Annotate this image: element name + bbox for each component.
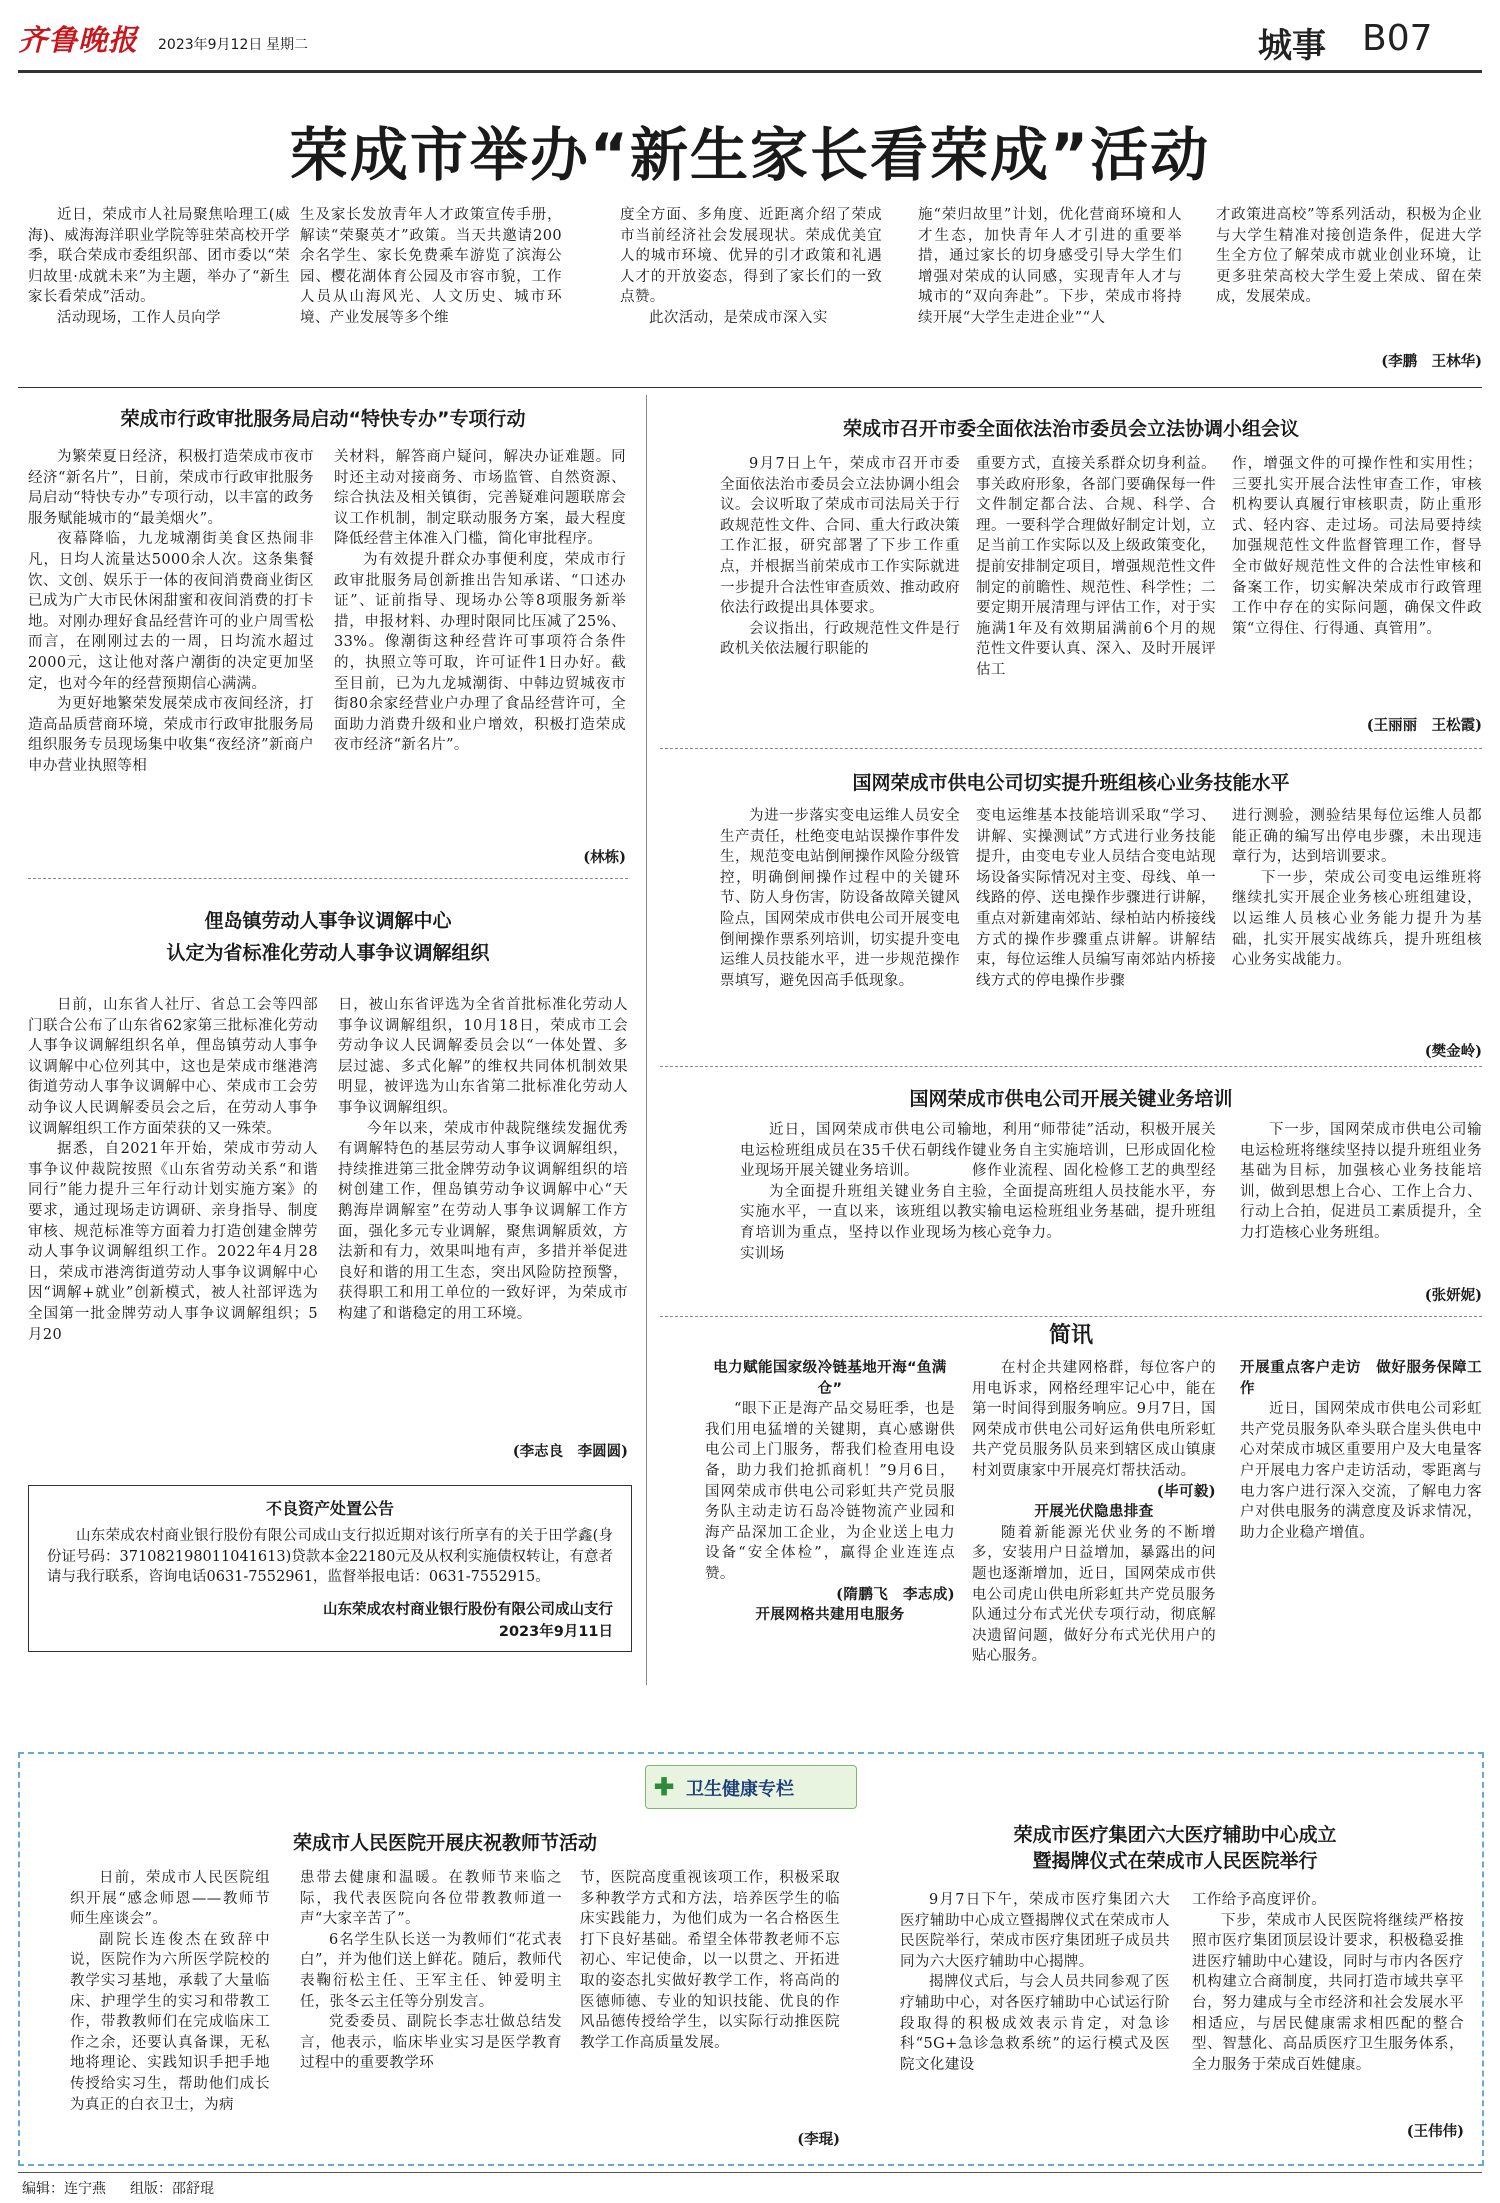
- byline: (樊金岭): [1424, 1043, 1482, 1060]
- paragraph: 患带去健康和温暖。在教师节来临之际，我代表医院向各位带教教师道一声“大家辛苦了”。: [300, 1870, 562, 1928]
- divider: [28, 878, 628, 879]
- divider: [660, 748, 1482, 749]
- byline: (林栋): [583, 849, 626, 866]
- paragraph: 下一步，国网荣成市供电公司输电运检班将继续坚持以提升班组业务基础为目标，加强核心业务技能培训，做到思想上合心、工作上合力、行动上合拍，促进员工素质提升，全力打造核心业务班组。: [1240, 1122, 1482, 1241]
- paragraph: 为进一步落实变电运维人员安全生产责任，杜绝变电站误操作事件发生，规范变电站倒闸操作风险分级管控，明确倒闸操作过程中的关键环节、防人身伤害，防设备故障关键风险点，国网荣成市供电公司开展变电倒闸操作票系列培训，切实提升变电运维人员技能水平，进一步规范操作票填写，避免因高手低现象。: [720, 808, 960, 989]
- article-col: [976, 454, 1216, 734]
- section-name: 城事: [1258, 26, 1326, 66]
- paragraph: 活动现场，工作人员向学: [57, 309, 221, 326]
- paragraph: 生及家长发放青年人才政策宣传手册，解读“荣聚英才”政策。当天共邀请200余名学生、家长免费乘车游览了滨海公园、樱花湖体育公园及市容市貌，工作人员从山海风光、人文历史、城市环境、产业发展等多个维: [300, 207, 562, 326]
- brief-title: 开展网格共建用电服务: [755, 1607, 905, 1624]
- paragraph: “眼下正是海产品交易旺季，也是我们用电猛增的关键期，真心感谢供电公司上门服务，帮我们检查用电设备，助力我们抢抓商机！”9月6日，国网荣成市供电公司彩虹共产党员服务队主动走访石岛冷链物流产业园和海产品深加工企业，为企业送上电力设备“安全体检”，赢得企业连连点赞。: [705, 1401, 955, 1582]
- paragraph: 在村企共建网格群，每位客户的用电诉求，网格经理牢记心中，能在第一时间得到服务响应。9月7日，国网荣成市供电公司好运角供电所彩虹共产党员服务队员来到辖区成山镇康村刘贾康家中开展亮灯帮扶活动。: [972, 1360, 1216, 1479]
- article-title: 荣成市人民医院开展庆祝教师节活动: [292, 1832, 597, 1854]
- paragraph: 据悉，自2021年开始，荣成市劳动人事争议仲裁院按照《山东省劳动关系“和谐同行”能力提升三年行动计划实施方案》的要求，通过现场走访调研、亲身指导、制度审核、规范标准等方面着力打造创建金牌劳动人事争议调解组织工作。2022年4月28日，荣成市港湾街道劳动人事争议调解中心因“调解+就业”创新模式，被人社部评选为全国第一批金牌劳动人事争议调解组织；5月20: [28, 1141, 318, 1343]
- briefs-heading: 简讯: [1048, 1323, 1093, 1348]
- article-col: [580, 1868, 840, 2118]
- paragraph: 为有效提升群众办事便利度，荣成市行政审批服务局创新推出告知承诺、“口述办证”、证前指导、现场办公等8项服务新举措，申报材料、办理时限同比压减了25%、33%。像潮街这种经营许可事项符合条件的，执照立等可取，许可证件1日办好。截至目前，已为九龙城潮街、中韩边贸城夜市街80余家经营业户办理了食品经营许可，全面助力消费升级和业户增效，积极打造荣成夜市经济“新名片”。: [334, 551, 626, 754]
- paragraph: 近日，国网荣成市供电公司彩虹共产党员服务队牵头联合崖头供电中心对荣成市城区重要用户及大电量客户开展电力客户走访活动，零距离与电力客户进行深入交流，了解电力客户对供电服务的满意度及诉求情况，助力企业稳产增值。: [1240, 1401, 1482, 1541]
- paragraph: 作，增强文件的可操作性和实用性；三要扎实开展合法性审查工作，审核机构要认真履行审核职责，防止重形式、轻内容、走过场。司法局要持续加强规范性文件监督管理工作，督导全市做好规范性文件的合法性审核和备案工作，切实解决荣成市行政管理工作中存在的实际问题，确保文件政策“立得住、行得通、真管用”。: [1232, 456, 1482, 637]
- paragraph: 度全方面、多角度、近距离介绍了荣成市当前经济社会发展现状。荣成优美宜人的城市环境、优异的引才政策和礼遇人才的开放姿态，得到了家长们的一致点赞。: [620, 207, 882, 306]
- paragraph: 为更好地繁荣发展荣成市夜间经济，打造高品质营商环境，荣成市行政审批服务局组织服务专员现场集中收集“夜经济”新商户申办营业执照等相: [28, 696, 314, 774]
- paragraph: 今年以来，荣成市仲裁院继续发掘优秀有调解特色的基层劳动人事争议调解组织，持续推进第三批金牌劳动争议调解组织的培树创建工作，俚岛镇劳动争议调解中心“天鹅海岸调解室”在劳动人事争议调解工作方面，强化多元专业调解，聚焦调解质效，方法新和有力，效果叫地有声，多措并举促进良好和谐的用工生态，突出风险防控预警，获得职工和用工单位的一致好评，为荣成市构建了和谐稳定的用工环境。: [338, 1120, 628, 1322]
- notice-date: 2023年9月11日: [498, 1624, 613, 1640]
- paragraph: 6名学生队长送一为教师们“花式表白”，并为他们送上鲜花。随后，教师代表鞠衍松主任、王军主任、钟爱明主任，张冬云主任等分别发言。: [300, 1931, 562, 2010]
- byline: (王丽丽 王松霞): [1366, 717, 1482, 734]
- page-number: B07: [1362, 18, 1433, 59]
- paragraph: 会议指出，行政规范性文件是行政机关依法履行职能的: [720, 620, 960, 658]
- newspaper-logo: 齐鲁晚报: [18, 23, 139, 57]
- notice-title: 不良资产处置公告: [265, 1499, 394, 1518]
- article-col: [900, 1890, 1170, 2140]
- article-col: [720, 806, 960, 1066]
- paragraph: 党委委员、副院长李志壮做总结发言，他表示，临床毕业实习是医学教育过程中的重要教学环: [300, 2014, 562, 2072]
- layout-credit: 组版：邵舒琨: [130, 2181, 214, 2197]
- byline: (隋鹏飞 李志成): [836, 1585, 955, 1603]
- paragraph: 变电运维基本技能培训采取“学习、讲解、实操测试”方式进行业务技能提升，由变电专业人员结合变电站现场设备实际情况对主变、母线、单一线路的停、送电操作步骤进行讲解，重点对新建南郊站、绿柏站内桥接线方式的操作步骤重点讲解。讲解结束，每位运维人员编写南郊站内桥接线方式的停电操作步骤: [976, 808, 1216, 989]
- article-title: 荣成市医疗集团六大医疗辅助中心成立: [1013, 1824, 1337, 1846]
- page-headline: 荣成市举办“新生家长看荣成”活动: [289, 121, 1211, 189]
- article-col: [300, 1868, 562, 2138]
- article-subtitle: 暨揭牌仪式在荣成市人民医院举行: [1032, 1850, 1318, 1872]
- brief-col: [1240, 1358, 1482, 1688]
- paragraph: 地，利用“师带徒”活动，积极开展关键业务自主实施培训，巳形成固化检修作业流程、固化检修工艺的典型经验，全面提高班组人员技能水平，夯实输电运检班组业务基础，提升班组核心竞争力。: [972, 1122, 1216, 1241]
- brief-title: 开展重点客户走访 做好服务保障工作: [1240, 1360, 1482, 1397]
- paragraph: 9月7日下午，荣成市医疗集团六大医疗辅助中心成立暨揭牌仪式在荣成市人民医院举行，荣成市医疗集团班子成员共同为六大医疗辅助中心揭牌。: [900, 1892, 1170, 1970]
- byline: (李鹏 王林华): [1381, 353, 1482, 370]
- paragraph: 日前，山东省人社厅、省总工会等四部门联合公布了山东省62家第三批标准化劳动人事争议调解组织名单，俚岛镇劳动人事争议调解中心位列其中，这也是荣成市继港湾街道劳动人事争议调解中心、荣成市工会劳动争议人民调解委员会之后，在劳动人事争议调解组织工作方面荣获的又一殊荣。: [28, 997, 318, 1137]
- paragraph: 揭牌仪式后，与会人员共同参观了医疗辅助中心，对各医疗辅助中心试运行阶段取得的积极成效表示肯定，对急诊科“5G+急诊急救系统”的运行模式及医院文化建设: [900, 1974, 1170, 2073]
- column-separator: [646, 395, 647, 1685]
- byline: (李琨): [797, 2131, 840, 2148]
- lead-article-col-3: [620, 205, 882, 375]
- paragraph: 9月7日上午，荣成市召开市委全面依法治市委员会立法协调小组会议。会议听取了荣成市司法局关于行政规范性文件、合同、重大行政决策工作汇报，研究部署了下步工作重点，并根据当前荣成市工作实际就进一步提升合法性审查质效、推动政府依法行政提出具体要求。: [720, 456, 960, 617]
- paragraph: 下步，荣成市人民医院将继续严格按照市医疗集团顶层设计要求，积极稳妥推进医疗辅助中心建设，同时与市内各医疗机构建立合商制度，共同打造市域共享平台，努力建成与全市经济和社会发展水平相适应，与居民健康需求相匹配的整合型、智慧化、高品质医疗卫生服务体系，全力服务于荣成百姓健康。: [1192, 1912, 1464, 2073]
- paragraph: 近日，荣成市人社局聚焦哈理工(威海)、威海海洋职业学院等驻荣高校开学季，联合荣成市委组织部、团市委以“荣归故里·成就未来”为主题，举办了“新生家长看荣成”活动。: [28, 207, 290, 306]
- article-col: [1232, 806, 1482, 1046]
- masthead-rule: [18, 70, 1482, 73]
- paragraph: 下一步，荣成公司变电运维班将继续扎实开展企业务核心班组建设，以运维人员核心业务能力提升为基础，扎实开展实战练兵，提升班组核心业务实战能力。: [1232, 869, 1482, 969]
- masthead: [0, 0, 1500, 70]
- paragraph: 施“荣归故里”计划，优化营商环境和人才生态，加快青年人才引进的重要举措，通过家长的切身感受引导大学生们增强对荣成的认同感，实现青年人才与城市的“双向奔赴”。下步，荣成市将持续开展“大学生走进企业”“人: [918, 207, 1182, 326]
- paragraph: 工作给予高度评价。: [1192, 1892, 1327, 1908]
- article-title: 俚岛镇劳动人事争议调解中心: [204, 910, 452, 932]
- byline: (王伟伟): [1406, 2123, 1464, 2140]
- brief-title: 电力赋能国家级冷链基地开海“鱼满仓”: [713, 1360, 947, 1397]
- article-col: [740, 1120, 972, 1320]
- article-title: 荣成市行政审批服务局启动“特快专办”专项行动: [120, 408, 526, 430]
- article-col: [1192, 1890, 1464, 2120]
- brief-col: [972, 1358, 1216, 1688]
- paragraph: 关材料，解答商户疑问，解决办证难题。同时还主动对接商务、市场监管、自然资源、综合执法及相关镇街，完善疑难问题联席会议工作机制，制定联动服务方案，最大程度降低经营主体准入门槛，简化审批程序。: [334, 449, 626, 548]
- footer-rule: [18, 2172, 1482, 2173]
- byline: (毕可毅): [1156, 1482, 1216, 1500]
- article-title: 国网荣成市供电公司开展关键业务培训: [909, 1088, 1233, 1110]
- lead-article-col-5: [1216, 205, 1482, 355]
- article-col: [976, 806, 1216, 1066]
- article-subtitle: 认定为省标准化劳动人事争议调解组织: [166, 942, 490, 964]
- byline: (张妍妮): [1424, 1287, 1482, 1304]
- article-col: [338, 995, 628, 1465]
- lead-article-col-1: [28, 205, 290, 375]
- article-col: [70, 1868, 270, 2138]
- article-col: [1240, 1120, 1482, 1306]
- lead-article-col-4: [918, 205, 1182, 375]
- divider: [18, 387, 1482, 388]
- lead-article-col-2: [300, 205, 562, 375]
- paragraph: 为繁荣夏日经济，积极打造荣成市夜市经济“新名片”，日前，荣成市行政审批服务局启动“特快专办”专项行动，以丰富的政务服务赋能城市的“最美烟火”。: [28, 449, 314, 527]
- paragraph: 才政策进高校”等系列活动，积极为企业与大学生精准对接创造条件，促进大学生全方位了解荣成市就业创业环境，让更多驻荣高校大学生爱上荣成、留在荣成，发展荣成。: [1216, 207, 1482, 306]
- article-col: [28, 995, 318, 1465]
- paragraph: 此次活动，是荣成市深入实: [649, 309, 828, 326]
- health-banner-label: 卫生健康专栏: [686, 1779, 794, 1800]
- paragraph: 节，医院高度重视该项工作，积极采取多种教学方式和方法，培养医学生的临床实践能力，为他们成为一名合格医生打下良好基础。希望全体带教老师不忘初心、牢记使命，以一以贯之、开拓进取的姿态扎实做好教学工作，将高尚的医德师德、专业的知识技能、优良的作风品德传授给学生，以实际行动推医院教学工作高质量发展。: [580, 1870, 840, 2051]
- divider: [660, 1316, 1482, 1317]
- article-title: 国网荣成市供电公司切实提升班组核心业务技能水平: [852, 772, 1290, 794]
- paragraph: 副院长连俊杰在致辞中说，医院作为六所医学院校的教学实习基地，承载了大量临床、护理学生的实习和带教工作，带教教师们在完成临床工作之余，还要认真备课，无私地将理论、实践知识手把手地传授给实习生，帮助他们成长为真正的白衣卫士，为病: [70, 1931, 270, 2113]
- divider: [660, 1066, 1482, 1067]
- paragraph: 日前，荣成市人民医院组织开展“感念师恩——教师节师生座谈会”。: [70, 1870, 270, 1928]
- paragraph: 随着新能源光伏业务的不断增多，安装用户日益增加，暴露出的问题也逐渐增加，近日，国网荣成市供电公司虎山供电所彩虹共产党员服务队通过分布式光伏专项行动，彻底解决遗留问题，做好分布式光伏用户的贴心服务。: [972, 1524, 1216, 1665]
- cross-icon: ✚: [654, 1772, 675, 1801]
- paragraph: 进行测验，测验结果每位运维人员都能正确的编写出停电步骤，未出现违章行为，达到培训要求。: [1232, 808, 1482, 866]
- health-banner: [645, 1765, 857, 1809]
- issue-weekday: 星期二: [266, 37, 308, 53]
- article-col: [28, 447, 314, 847]
- article-col: [720, 454, 960, 734]
- paragraph: 近日，国网荣成市供电公司输电运检班组成员在35千伏石朝线作业现场开展关键业务培训。: [740, 1122, 972, 1180]
- brief-title: 开展光伏隐患排查: [1034, 1504, 1154, 1521]
- article-col: [972, 1120, 1216, 1320]
- notice-box: [28, 1485, 632, 1652]
- paragraph: 为全面提升班组关键业务自主实施水平，一直以来，该班组以教育培训为重点，坚持以作业现场为实训场: [740, 1183, 972, 1262]
- editor-credit: 编辑：连宁燕: [22, 2181, 106, 2197]
- paragraph: 夜幕降临，九龙城潮街美食区热闹非凡，日均人流量达5000余人次。这条集餐饮、文创、娱乐于一体的夜间消费商业街区已成为广大市民休闲甜蜜和夜间消费的打卡地。对刚办理好食品经营许可的业户周雪松而言，在刚刚过去的一周，日均流水超过2000元，这让他对落户潮街的决定更加坚定，也对今年的经营预期信心满满。: [28, 531, 314, 692]
- paragraph: 重要方式，直接关系群众切身利益。事关政府形象，各部门要确保每一件文件制定都合法、合规、科学、合理。一要科学合理做好制定计划，立足当前工作实际以及上级政策变化，提前安排制定项目，增强规范性文件制定的前瞻性、规范性、科学性；二要定期开展清理与评估工作，对于实施满1年及有效期届满前6个月的规范性文件要认真、深入、及时开展评估工: [976, 456, 1216, 678]
- article-title: 荣成市召开市委全面依法治市委员会立法协调小组会议: [842, 418, 1299, 440]
- article-col: [1232, 454, 1482, 714]
- brief-col: [705, 1358, 955, 1688]
- notice-signer: 山东荣成农村商业银行股份有限公司成山支行: [323, 1602, 613, 1618]
- issue-date: 2023年9月12日: [158, 37, 263, 53]
- article-col: [334, 447, 626, 847]
- byline: (李志良 李圆圆): [512, 1443, 628, 1460]
- paragraph: 日，被山东省评选为全省首批标准化劳动人事争议调解组织，10月18日，荣成市工会劳动争议人民调解委员会以“一体处置、多层过滤、多式化解”的维权共同体机制效果明显，被评选为山东省第二批标准化劳动人事争议调解组织。: [338, 997, 628, 1116]
- notice-body: 山东荣成农村商业银行股份有限公司成山支行拟近期对该行所享有的关于田学鑫(身份证号码：371082198011041613)贷款本金22180元及从权利实施债权转让，有意者请与我行联系，咨询电话0631-7552961，监督举报电话：0631-7552915。: [47, 1528, 613, 1586]
